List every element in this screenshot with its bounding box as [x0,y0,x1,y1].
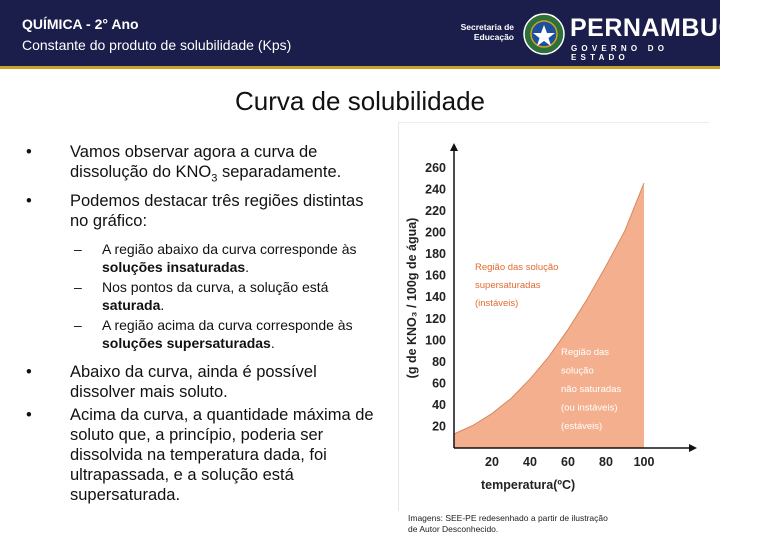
credit-line1: Imagens: SEE-PE redesenhado a partir de ilustração [408,513,608,523]
bullet-marker: • [26,406,32,425]
dash-marker: – [74,279,82,296]
emphasis: saturada [102,296,161,313]
bullet-text: Vamos observar agora a curva de dissolução do KNO [70,143,318,181]
sub-bullet-item [26,241,386,276]
y-tick-label: 80 [432,354,446,369]
state-seal-icon [522,12,566,56]
secretaria-logo [456,22,514,42]
emphasis: soluções insaturadas [102,258,246,275]
y-tick-label: 200 [425,225,446,240]
y-tick-label: 100 [425,333,446,348]
x-tick-label: 20 [485,455,499,469]
sub-bullet-text: . [270,334,275,351]
government-label: GOVERNO DO ESTADO [571,44,669,62]
bullet-marker: • [26,143,32,161]
secretaria-line2: Educação [473,32,514,42]
sub-bullet-text: A região abaixo da curva corresponde às [102,241,357,258]
y-tick-label: 160 [425,268,446,283]
slide-title: Curva de solubilidade [234,86,486,116]
x-tick-label: 100 [633,455,655,469]
bullet-item [26,405,386,505]
y-tick-label: 140 [425,290,446,305]
dash-marker: – [74,241,82,258]
y-tick-label: 260 [425,161,446,175]
secretaria-line1: Secretaria de [460,22,514,32]
bullet-item [26,142,386,188]
y-tick-label: 60 [432,376,446,391]
y-axis-arrow-icon [450,143,458,151]
x-axis-arrow-icon [689,444,697,452]
bullet-text: Acima da curva, a quantidade máxima de soluto que, a princípio, poderia ser dissolvida na temperatura dada, foi ultrapassada, e a solução está supersaturada. [70,406,374,505]
y-tick-label: 120 [425,311,446,326]
supersaturated-region-label: Região das solução [475,262,559,273]
x-tick-label: 60 [561,455,575,469]
bullet-text: Abaixo da curva, ainda é possível dissolver mais soluto. [70,363,317,402]
bullet-item [26,191,386,231]
unsaturated-region-label: solução [561,365,594,377]
y-tick-label: 240 [425,182,446,197]
x-axis-label: temperatura(ºC) [481,478,576,492]
bullet-text: separadamente. [217,163,342,181]
unsaturated-region-label: (ou instáveis) [561,402,618,414]
sub-bullet-text: Nos pontos da curva, a solução está [102,279,329,296]
lesson-title: Constante do produto de solubilidade (Kps) [22,37,292,53]
solubility-chart [399,123,709,511]
y-tick-label: 20 [432,419,446,434]
bullet-marker: • [26,192,32,211]
state-name: PERNAMBUCO [570,14,757,42]
credit-line2: de Autor Desconhecido. [408,524,499,534]
dash-marker: – [74,317,82,334]
supersaturated-region-label: (instáveis) [475,298,519,309]
bullet-text: Podemos destacar três regiões distintas no gráfico: [70,192,364,231]
emphasis: soluções supersaturadas [102,334,271,351]
slide-text [26,142,386,505]
header-divider [0,66,720,69]
sub-bullet-text: . [160,296,165,313]
bullet-item [26,362,386,402]
unsaturated-region-label: não saturadas [561,384,622,395]
sub-bullet-item [26,317,386,352]
y-tick-label: 220 [425,204,446,219]
course-title: QUÍMICA - 2° Ano [22,16,139,32]
sub-bullet-text: . [245,258,250,275]
x-tick-label: 80 [599,455,613,469]
y-axis-label: (g de KNO₃ / 100g de água) [405,217,419,379]
y-tick-label: 40 [432,397,446,412]
x-tick-label: 40 [523,455,537,469]
unsaturated-region-label: Região das [561,347,610,358]
unsaturated-region-label: (estáveis) [561,421,603,432]
sub-bullet-text: A região acima da curva corresponde às [102,317,353,334]
supersaturated-region-label: supersaturadas [475,280,541,291]
solubility-chart-frame [398,122,709,511]
y-tick-label: 180 [425,247,446,262]
bullet-marker: • [26,363,32,382]
sub-bullet-item [26,279,386,314]
subscript: 3 [211,172,218,185]
image-credit [408,513,698,535]
